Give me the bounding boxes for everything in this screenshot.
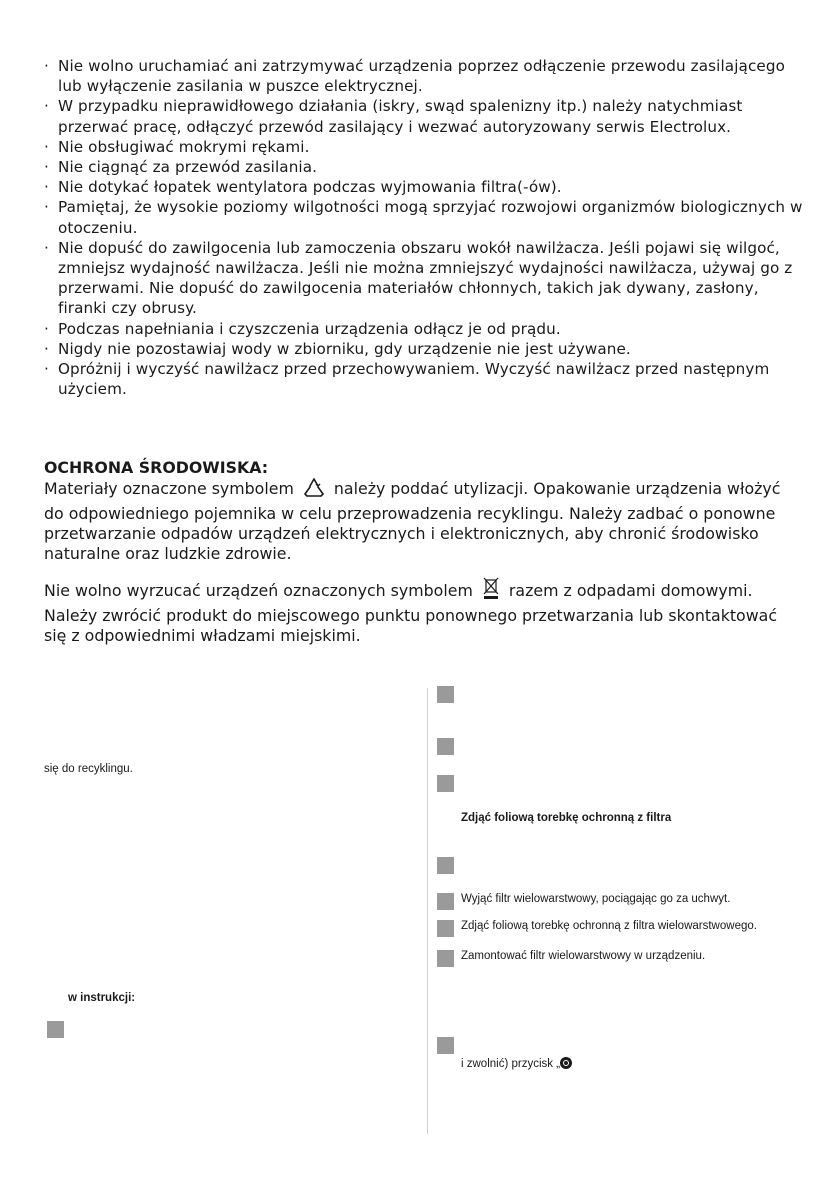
step-marker <box>47 1021 64 1038</box>
safety-bullet: · Opróżnij i wyczyść nawilżacz przed przechowywaniem. Wyczyść nawilżacz przed następnym użyciem. <box>44 359 804 399</box>
step-marker <box>437 950 454 967</box>
safety-bullet-list <box>44 56 804 399</box>
safety-bullet: · Nigdy nie pozostawiaj wody w zbiorniku, gdy urządzenie nie jest używane. <box>44 339 804 359</box>
safety-bullet: · Nie dopuść do zawilgocenia lub zamoczenia obszaru wokół nawilżacza. Jeśli pojawi się wilgoć, zmniejsz wydajność nawilżacza. Jeśli nie można zmniejszyć wydajności nawilżacza, używaj go z przerwami. Nie dopuść do zawilgocenia materiałów chłonnych, takich jak dywany, zasłony, firanki czy obrusy. <box>44 238 804 319</box>
environment-paragraph: Materiały oznaczone symbolem należy poddać utylizacji. Opakowanie urządzenia włożyć do odpowiedniego pojemnika w celu przeprowadzenia recyklingu. Należy zadbać o ponowne przetwarzanie odpadów urządzeń elektrycznych i elektronicznych, aby chronić środowisko naturalne oraz ludzkie zdrowie. <box>44 479 781 564</box>
step-marker <box>437 738 454 755</box>
step-marker <box>437 775 454 792</box>
safety-bullet: · W przypadku nieprawidłowego działania (iskry, swąd spalenizny itp.) należy natychmiast przerwać pracę, odłączyć przewód zasilający i wezwać autoryzowany serwis Electrolux. <box>44 96 804 136</box>
environment-paragraph: Nie wolno wyrzucać urządzeń oznaczonych symbolem razem z odpadami domowymi. Należy zwrócić produkt do miejscowego punktu ponownego przetwarzania lub skontaktować się z odpowiednimi władzami miejskimi. <box>44 576 804 646</box>
crossed-bin-icon <box>481 576 501 605</box>
instruction-step: Wyjąć filtr wielowarstwowy, pociągając go za uchwyt. <box>461 893 731 905</box>
safety-bullet: · Nie wolno uruchamiać ani zatrzymywać urządzenia poprzez odłączenie przewodu zasilającego lub wyłączenie zasilania w puszce elektrycznej. <box>44 56 804 96</box>
step-marker <box>437 686 454 703</box>
column-divider <box>427 688 428 1134</box>
recycle-icon <box>302 478 326 503</box>
safety-bullet: · Nie obsługiwać mokrymi rękami. <box>44 137 804 157</box>
safety-bullet: · Nie ciągnąć za przewód zasilania. <box>44 157 804 177</box>
safety-bullet: · Pamiętaj, że wysokie poziomy wilgotności mogą sprzyjać rozwojowi organizmów biologicznych w otoczeniu. <box>44 197 804 237</box>
step-marker <box>437 857 454 874</box>
safety-bullet: · Nie dotykać łopatek wentylatora podczas wyjmowania filtra(-ów). <box>44 177 804 197</box>
text-fragment: w instrukcji: <box>68 992 136 1004</box>
power-button-icon <box>560 1057 572 1069</box>
text-fragment: się do recyklingu. <box>44 763 133 775</box>
text-fragment: Zdjąć foliową torebkę ochronną z filtra <box>461 812 672 824</box>
instruction-step: Zdjąć foliową torebkę ochronną z filtra wielowarstwowego. <box>461 920 757 932</box>
safety-bullet: · Podczas napełniania i czyszczenia urządzenia odłącz je od prądu. <box>44 319 804 339</box>
text-fragment: i zwolnić) przycisk „ <box>461 1057 572 1070</box>
step-marker <box>437 893 454 910</box>
environment-section <box>44 458 804 646</box>
step-marker <box>437 1037 454 1054</box>
step-marker <box>437 920 454 937</box>
instruction-step: Zamontować filtr wielowarstwowy w urządzeniu. <box>461 950 706 962</box>
environment-title: OCHRONA ŚRODOWISKA: <box>44 458 269 477</box>
